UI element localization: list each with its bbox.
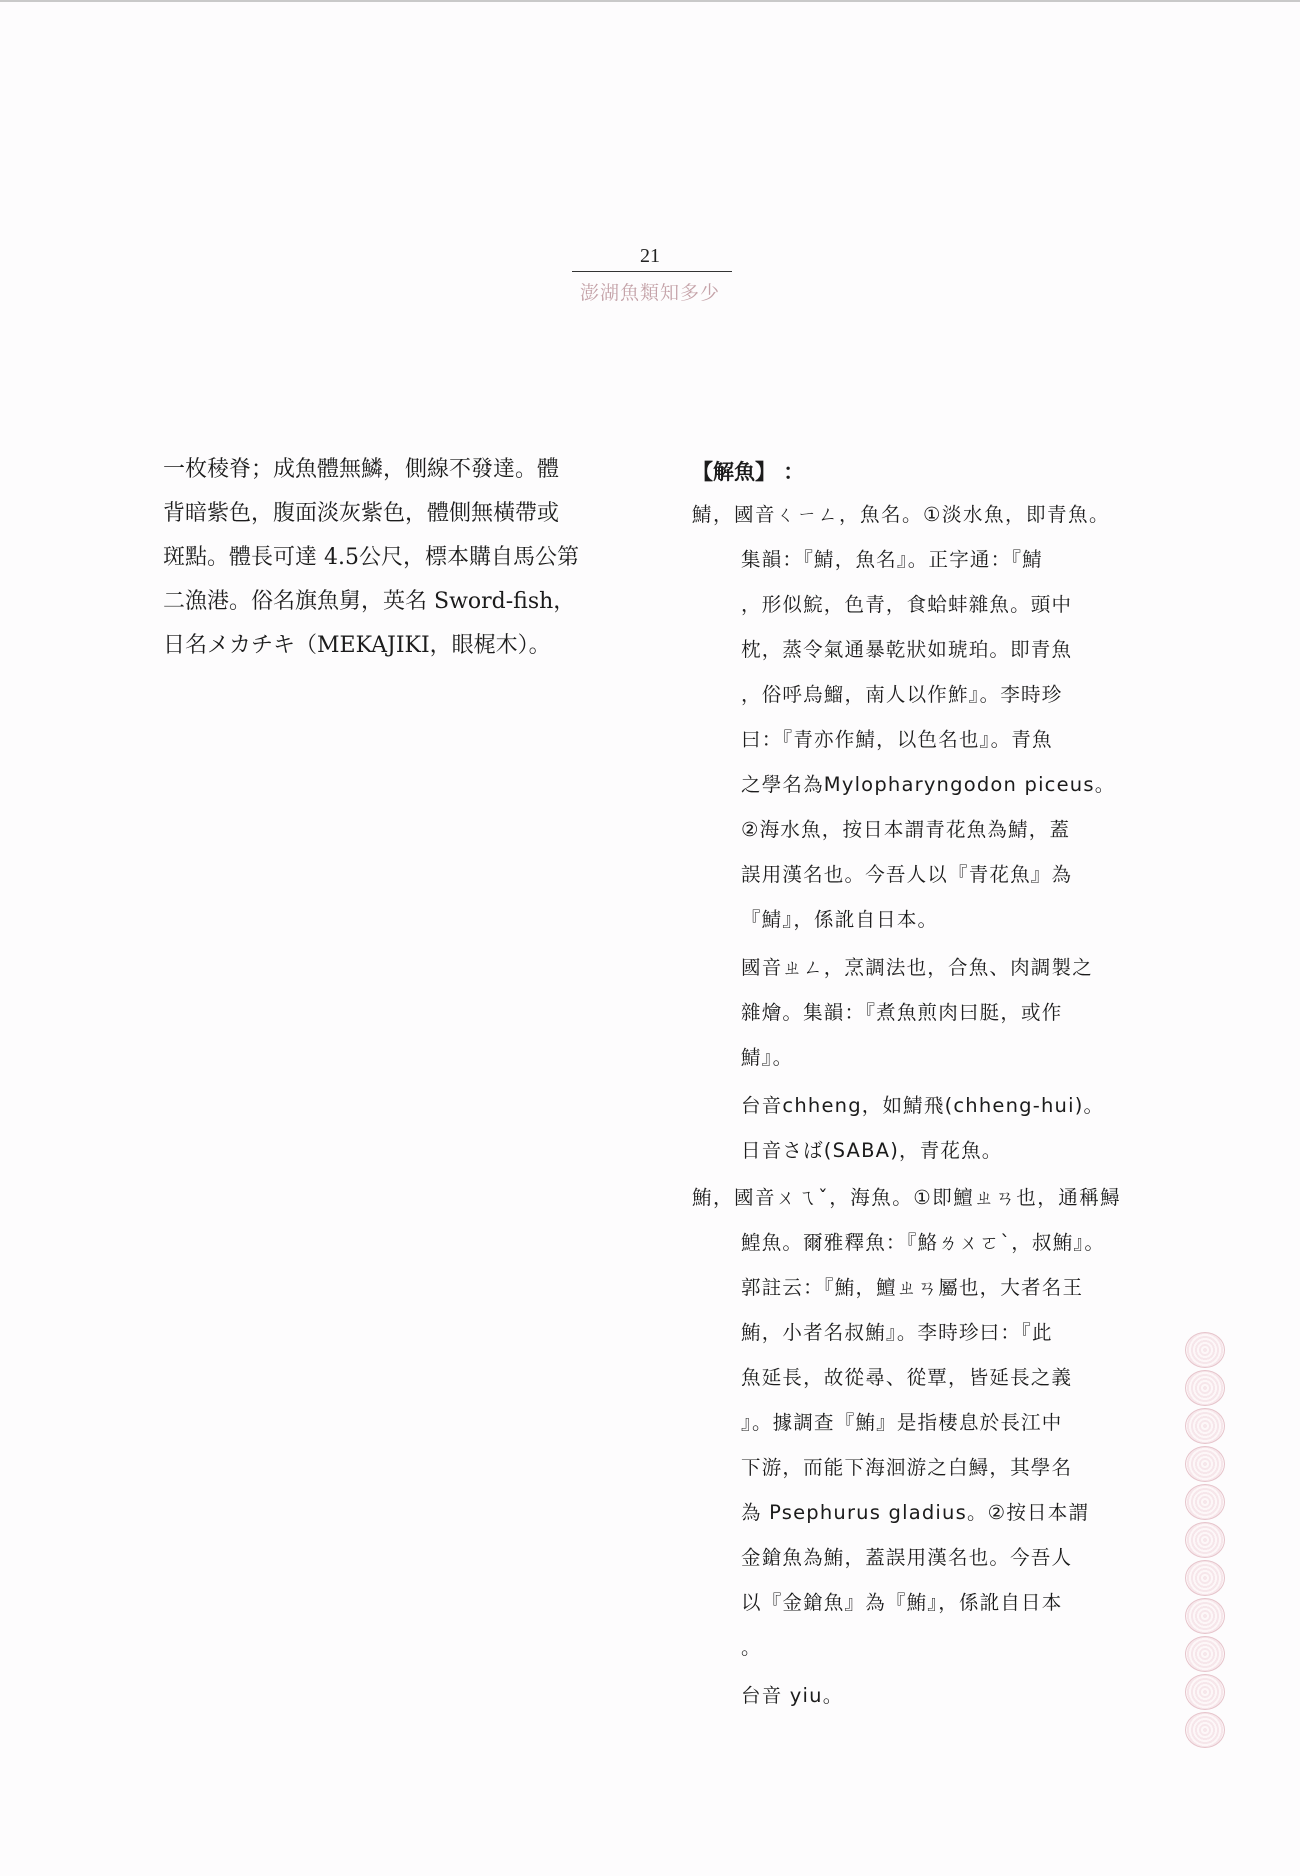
decorative-stamp bbox=[1185, 1522, 1225, 1558]
entry-line: 下游，而能下海洄游之白鱘，其學名 bbox=[741, 1456, 1073, 1479]
entry-line: 以『金鎗魚』為『鮪』，係訛自日本 bbox=[741, 1591, 1063, 1614]
entry-line: 曰：『青亦作鯖，以色名也』。青魚 bbox=[741, 728, 1053, 751]
entry-line: 魚延長，故從尋、從覃，皆延長之義 bbox=[741, 1366, 1073, 1389]
entry-line: 集韻：『鯖，魚名』。正字通：『鯖 bbox=[741, 548, 1043, 571]
entry-line: 雜燴。集韻：『煮魚煎肉曰脡，或作 bbox=[741, 1001, 1063, 1024]
left-line: 一枚稜脊；成魚體無鱗，側線不發達。體 bbox=[163, 457, 560, 482]
page-top-edge bbox=[0, 0, 1300, 2]
entry-line: 誤用漢名也。今吾人以『青花魚』為 bbox=[741, 863, 1073, 886]
entry-line: 枕，蒸令氣通暴乾狀如琥珀。即青魚 bbox=[741, 638, 1073, 661]
decorative-stamp bbox=[1185, 1636, 1225, 1672]
entry-line: ②海水魚，按日本謂青花魚為鯖，蓋 bbox=[741, 818, 1071, 841]
running-title: 澎湖魚類知多少 bbox=[579, 282, 720, 304]
taiwanese-reading: 台音chheng，如鯖飛(chheng-hui)。 bbox=[741, 1094, 1105, 1117]
page-number: 21 bbox=[640, 245, 660, 267]
entry-line: 。 bbox=[741, 1636, 762, 1659]
entry-line: 』。據調查『鮪』是指棲息於長江中 bbox=[741, 1411, 1063, 1434]
entry-head-wei: 鮪，國音ㄨㄟˇ，海魚。①即鱣ㄓㄢ也，通稱鱘 bbox=[692, 1186, 1122, 1209]
header-rule bbox=[572, 271, 732, 272]
entry-line: ，形似鯇，色青，食蛤蚌雜魚。頭中 bbox=[741, 593, 1073, 616]
entry-line: 為 Psephurus gladius。②按日本謂 bbox=[741, 1501, 1090, 1524]
left-line: 斑點。體長可達 4.5公尺，標本購自馬公第 bbox=[163, 545, 579, 570]
entry-line: 之學名為Mylopharyngodon piceus。 bbox=[741, 773, 1116, 796]
decorative-stamp bbox=[1185, 1674, 1225, 1710]
decorative-stamp bbox=[1185, 1370, 1225, 1406]
entry-line: 鰉魚。爾雅釋魚：『鮥ㄌㄨㄛˋ，叔鮪』。 bbox=[741, 1231, 1106, 1254]
entry-line: ，俗呼烏鰡，南人以作鮓』。李時珍 bbox=[741, 683, 1063, 706]
japanese-reading: 日音さば(SABA)，青花魚。 bbox=[741, 1139, 1003, 1162]
entry-line: 鮪，小者名叔鮪』。李時珍曰：『此 bbox=[741, 1321, 1053, 1344]
left-line: 背暗紫色，腹面淡灰紫色，體側無橫帶或 bbox=[163, 501, 560, 526]
left-line: 日名メカチキ（MEKAJIKI，眼梶木）。 bbox=[163, 633, 551, 658]
decorative-stamp bbox=[1185, 1446, 1225, 1482]
left-column-text bbox=[163, 448, 623, 668]
decorative-stamp bbox=[1185, 1560, 1225, 1596]
right-column-glossary bbox=[692, 452, 1152, 1718]
decorative-stamp bbox=[1185, 1598, 1225, 1634]
section-title: 【解魚】 ： bbox=[692, 460, 805, 484]
entry-head-qing: 鯖，國音ㄑㄧㄥ，魚名。①淡水魚，即青魚。 bbox=[692, 503, 1110, 526]
left-line: 二漁港。俗名旗魚舅，英名 Sword-fish， bbox=[163, 589, 576, 614]
decorative-stamp bbox=[1185, 1332, 1225, 1368]
decorative-stamp-strip bbox=[1185, 1332, 1225, 1752]
entry-line: 鯖』。 bbox=[741, 1046, 794, 1069]
decorative-stamp bbox=[1185, 1408, 1225, 1444]
entry-line: 金鎗魚為鮪，蓋誤用漢名也。今吾人 bbox=[741, 1546, 1073, 1569]
taiwanese-reading: 台音 yiu。 bbox=[741, 1684, 844, 1707]
entry-line: 國音ㄓㄥ，烹調法也，合魚、肉調製之 bbox=[741, 956, 1093, 979]
entry-line: 『鯖』，係訛自日本。 bbox=[741, 908, 939, 931]
decorative-stamp bbox=[1185, 1484, 1225, 1520]
entry-line: 郭註云：『鮪，鱣ㄓㄢ屬也，大者名王 bbox=[741, 1276, 1084, 1299]
decorative-stamp bbox=[1185, 1712, 1225, 1748]
